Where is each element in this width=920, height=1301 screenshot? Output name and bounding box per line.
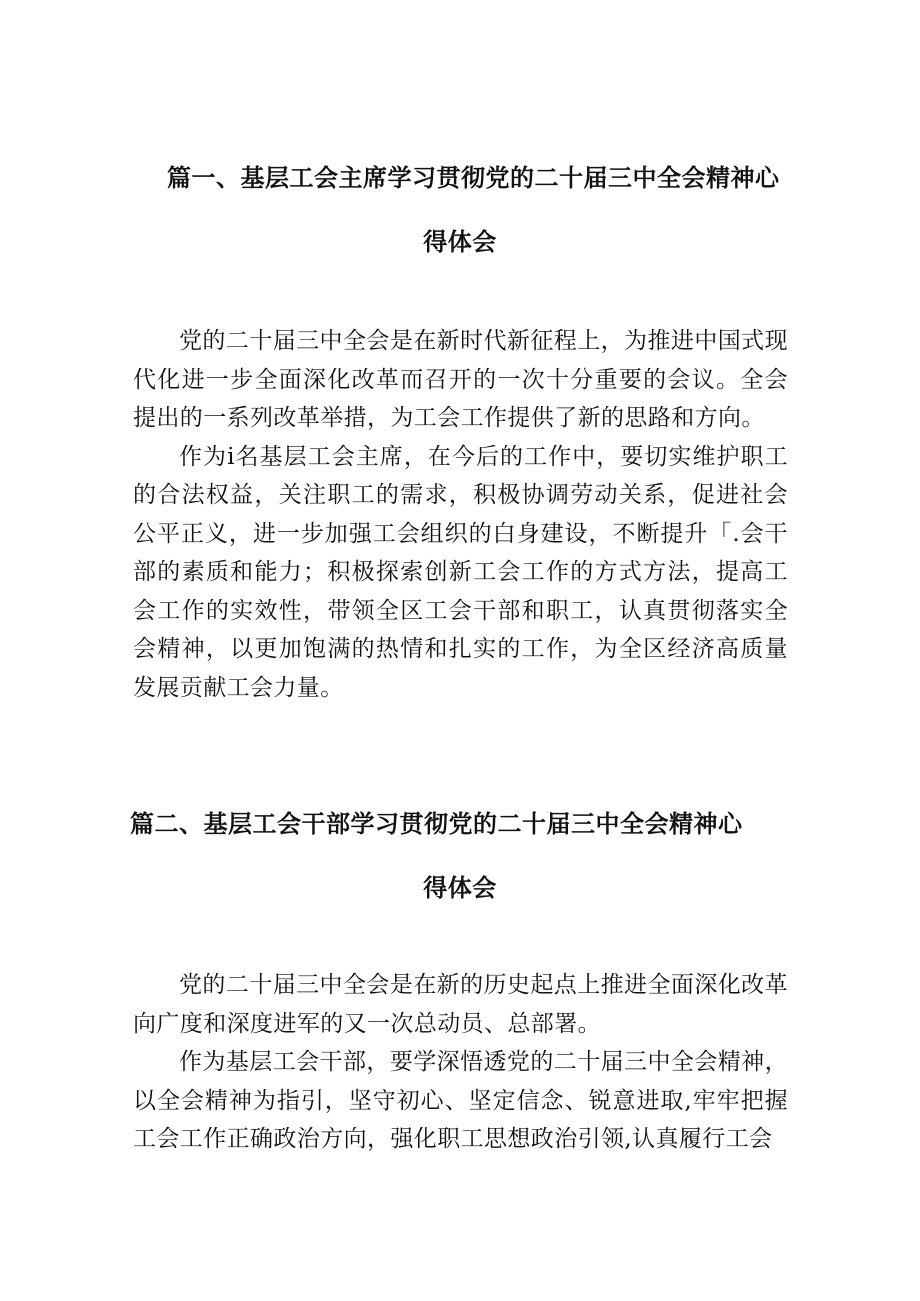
article-2-title (130, 792, 790, 920)
article-1-paragraph-1: 党的二十届三中全会是在新时代新征程上，为推进中国式现代化进一步全面深化改革而召开的一次十分重要的会议。全会提出的一系列改革举措，为工会工作提供了新的思路和方向。 (133, 328, 788, 431)
article-1-title-line-1: 篇一、基层工会主席学习贯彻党的二十届三中全会精神心 (167, 164, 780, 192)
article-2-body (133, 966, 788, 1159)
article-2-paragraph-1: 党的二十届三中全会是在新的历史起点上推进全面深化改革向广度和深度进军的又一次总动员、总部署。 (133, 972, 788, 1037)
article-1-title (130, 146, 790, 274)
article-1-title-line-2: 得体会 (423, 228, 497, 256)
article-2-title-line-2: 得体会 (423, 874, 497, 902)
article-2-title-line-1: 篇二、基层工会干部学习贯彻党的二十届三中全会精神心 (130, 810, 743, 838)
article-1-body (133, 322, 788, 707)
article-2-paragraph-2: 作为基层工会干部，要学深悟透党的二十届三中全会精神，以全会精神为指引，坚守初心、坚定信念、锐意进取,牢牢把握工会工作正确政治方向，强化职工思想政治引领,认真履行工会 (133, 1049, 788, 1152)
article-1-paragraph-2: 作为i名基层工会主席，在今后的工作中，要切实维护职工的合法权益，关注职工的需求，积极协调劳动关系，促进社会公平正义，进一步加强工会组织的白身建设，不断提升「.会干部的素质和能力；积极探索创新工会工作的方式方法，提高工会工作的实效性，带领全区工会干部和职工，认真贯彻落实全会精神，以更加饱满的热情和扎实的工作，为全区经济高质量发展贡献工会力量。 (133, 443, 788, 701)
